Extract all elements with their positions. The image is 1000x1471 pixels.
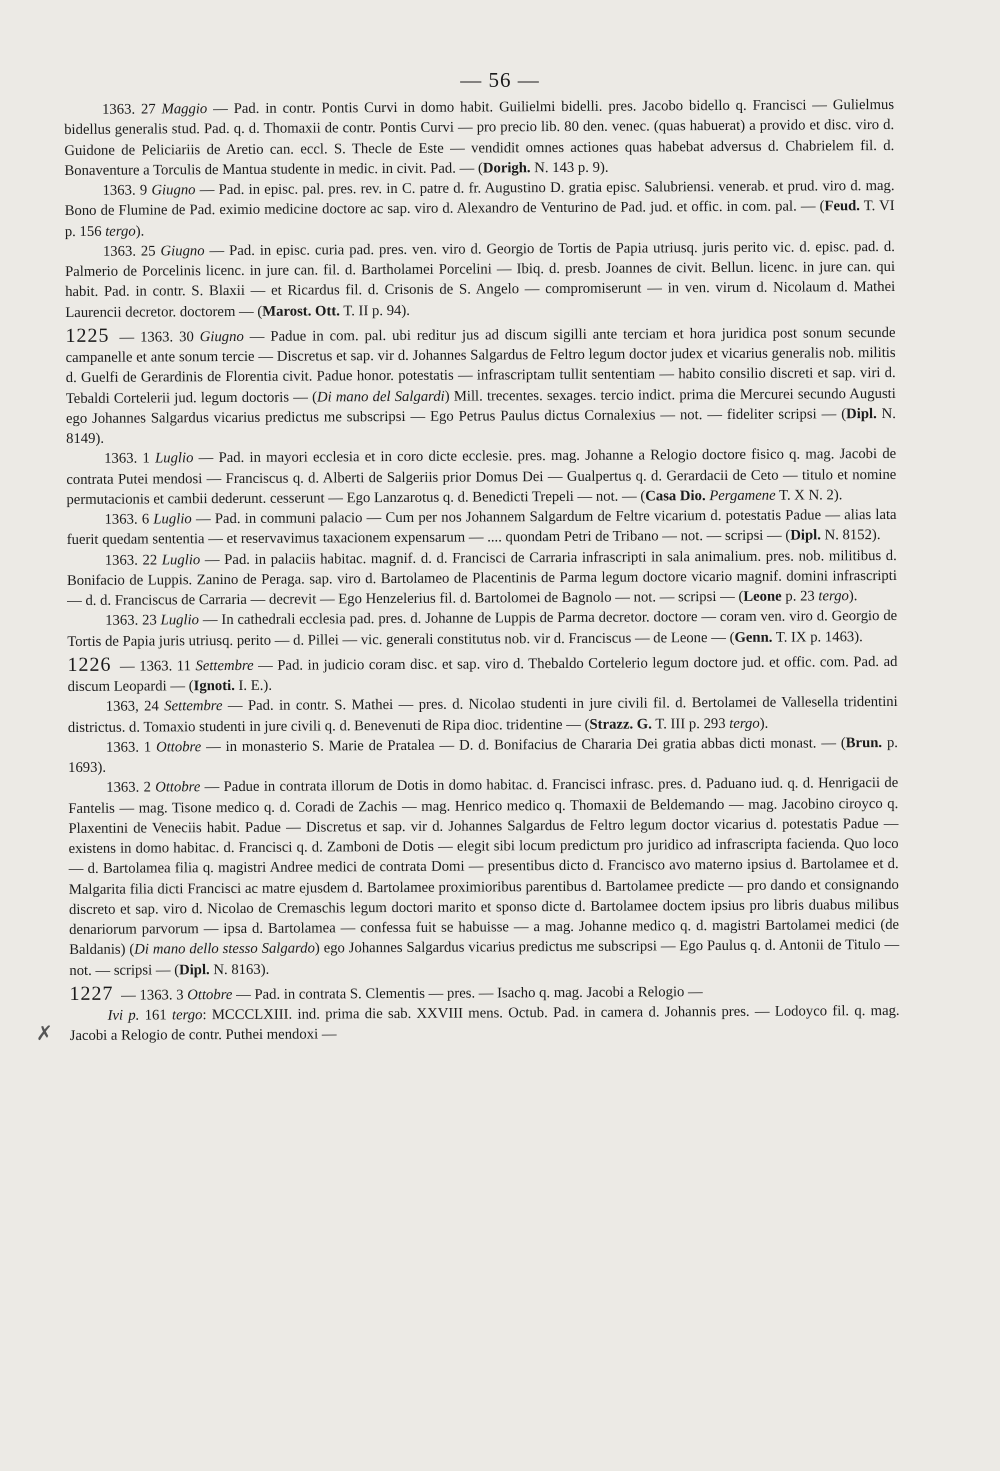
italic-text: Di mano del Salgardi	[316, 388, 445, 405]
citation-source: Dorigh.	[482, 159, 531, 177]
text-run: 1363. 9	[102, 182, 152, 199]
text-run: : MCCCLXIII. ind. prima die sab. XXVIII mens. Octub. Pad. in camera d. Johannis pres. — Lodoyco fil. q. mag. Jacobi a Relogio de contr. Puthei mendoxi —	[69, 1002, 900, 1045]
text-run: 1363. 27	[102, 101, 162, 118]
text-run: 1363. 22	[104, 551, 162, 569]
citation-source: Marost. Ott.	[262, 302, 340, 320]
document-number: 1227	[69, 982, 114, 1005]
paragraph	[66, 444, 896, 510]
italic-text: Ottobre	[155, 779, 201, 796]
text-run: 1363. 6	[104, 511, 154, 528]
text-run: I. E.).	[234, 677, 273, 694]
document-entry	[65, 321, 896, 450]
page-number: — 56 —	[460, 68, 540, 92]
text-run: ).	[135, 223, 145, 240]
citation-source: Dipl.	[179, 961, 210, 978]
text-run: — Pad. in contrata S. Clementis — pres. — Isacho q. mag. Jacobi a Relogio —	[232, 983, 703, 1003]
text-run: N. 8163).	[209, 961, 270, 978]
italic-text: Pergamene	[709, 487, 776, 504]
document-body	[64, 95, 900, 1047]
text-run: — Pad. in judicio coram disc. et sap. viro d. Thebaldo Cortelerio legum doctore jud. et offic. com. Pad. ad discum Leopardi — (	[67, 653, 898, 695]
citation-source: Strazz. G.	[589, 715, 652, 733]
text-run: 1363. 1	[105, 739, 157, 756]
text-run: T. VI p. 156	[64, 198, 895, 240]
paragraph	[65, 237, 895, 323]
text-run: N. 8149).	[66, 405, 896, 447]
citation-source: Feud.	[824, 198, 861, 215]
text-run: — Pad. in contr. Pontis Curvi in domo habit. Guilielmi bidelli. pres. Jacobo bidello q. Francisci — Gulielmus bidellus generalis stud. Pad. q. d. Thomaxii de contr. Pontis Curvi — pro precio lib. 80 den. venec. (quas habuerat) a provido et disc. viro d. Guidone de Peliciariis de Aretio can. eccl. S. Thecle de Este — vendidit omnes actiones quas habebat adversus d. Chabrielem fil. d. Bonaventure a Torculis de Mantua studente in medic. in civit. Pad. — (	[64, 96, 895, 179]
paragraph	[70, 1001, 900, 1047]
text-run: — Padue in com. pal. ubi reditur jus ad discum sigilli ante terciam et hora juridica post sonum secunde campanelle et ante sonum tercie — Discretus et sap. vir d. Johannes Salgardus de Feltro legum doctor judex et vicarius generalis nob. militis d. Guelfi de Gerardinis de Florentia civit. Padue honor. potestatis — infrascriptam tullit sententiam — habito consilio discreti et sap. viri d. Tebaldi Cortelerii jud. legum doctoris — (	[65, 324, 896, 407]
italic-text: Settembre	[195, 657, 254, 674]
text-run: ).	[848, 588, 858, 605]
text-run: — 1363. 30	[113, 328, 200, 346]
text-run: N. 143 p. 9).	[530, 159, 609, 176]
text-run: — Pad. in palaciis habitac. magnif. d. d. Francisci de Carraria infrascripti in sala animalium. pres. nob. militibus d. Bonifacio de Luppis. Zanino de Peraga. sap. viro d. Bartolameo de Placentinis de Parma legum doctore vicario magnif. domini infrascripti — d. d. Franciscus de Carraria — decrevit — Ego Henzelerius fil. d. Bartolomei de Bagnolo — not. — scripsi — (	[66, 547, 897, 609]
italic-text: Luglio	[160, 612, 200, 629]
document-number: 1225	[65, 324, 110, 347]
italic-text: Ottobre	[187, 986, 233, 1004]
paragraph	[67, 545, 897, 611]
text-run: 1363. 1	[104, 450, 156, 468]
italic-text: Ottobre	[156, 738, 202, 756]
text-run: — Pad. in mayori ecclesia et in coro dicte ecclesie. pres. mag. Johanne a Relogio doctore fisico q. mag. Jacobi de contrata Putei mendosi — Franciscus q. d. Alberti de Salgeriis prior Domus Dei — Gualpertus q. d. Gerardacii de Ceto — titulo et nomine permutacionis et cambii dederunt. cesserunt — Ego Lanzarotus q. d. Benedicti Trepeli — not. — (	[66, 446, 897, 508]
citation-source: Dipl.	[846, 405, 877, 422]
text-run: ) ego Johannes Salgardus vicarius predictus me subscripsi — Ego Paulus q. d. Antonii de Titulo — not. — scripsi — (	[69, 937, 900, 979]
text-run: — Pad. in communi palacio — Cum per nos Johannem Salgardum de Feltre vicarium d. potestatis Padue — alias lata fuerit quedam sententia — et reservavimus taxacionem expensarum — .... quondam Petri de Tribano — not. — scripsi — (	[66, 506, 897, 549]
citation-source: Ignoti.	[193, 677, 235, 695]
text-run: ) Mill. trecentes. sexages. tercio indict. prima die Mercurei secundo Augusti ego Johannes Salgardus vicarius predictus me subscripsi — Ego Petrus Paulus dictus Cornalexius — not. — fideliter scripsi — (	[65, 385, 896, 427]
text-run: — In cathedrali ecclesia pad. pres. d. Johanne de Luppis de Parma decretor. doctore — coram ven. viro d. Georgio de Tortis de Papia juris utriusq. perito — d. Pillei — vic. generali constitutus nob. vir d. Franciscus — de Leone — (	[67, 608, 898, 650]
text-run: p. 23	[781, 588, 819, 605]
text-run: — in monasterio S. Marie de Pratalea — D. d. Bonifacius de Chararia Dei gratia abbas dicti monast. — (	[201, 734, 846, 755]
text-run: 161	[139, 1007, 173, 1024]
italic-text: Settembre	[164, 698, 223, 715]
document-number: 1226	[67, 653, 112, 676]
text-run: T. X N. 2).	[775, 487, 843, 504]
italic-text: tergo	[105, 223, 136, 240]
paragraph	[64, 95, 894, 181]
text-run: 1363, 24	[105, 698, 165, 716]
text-run: — Pad. in episc. curia pad. pres. ven. viro d. Georgio de Tortis de Papia utriusq. juris perito vic. d. episc. pad. d. Palmerio de Porcelinis licenc. in jure can. fil. d. Bartholamei Porcelini — Ibiq. d. presb. Joannes de civit. Bellun. licenc. in jure can. qui habit. Pad. in contr. S. Blaxii — et Ricardus fil. d. Crisonis de S. Angelo — compromiserunt — in ven. virum d. Nicolaum d. Mathei Laurencii decretor. doctorem — (	[65, 238, 896, 321]
text-run: — Pad. in contr. S. Mathei — pres. d. Nicolao studenti in jure civili fil. d. Bertolamei de Vallesella tridentini districtus. d. Tomaxio studenti in jure civili q. d. Benevenuti de Ripa dioc. tridentine — (	[67, 694, 898, 736]
text-run: 1363. 23	[105, 612, 161, 630]
italic-text: Ivi p.	[107, 1007, 140, 1024]
text-run: — Pad. in episc. pal. pres. rev. in C. patre d. fr. Augustino D. gratia episc. Salubriensi. venerab. et prud. viro d. mag. Bono de Flumine de Pad. eximio medicine doctore ac sap. viro d. Alexandro de Venturino de Pad. jud. et offic. in com. pal. — (	[64, 177, 895, 220]
italic-text: Giugno	[199, 328, 244, 345]
citation-source: Brun.	[845, 734, 883, 751]
paragraph	[68, 692, 898, 738]
margin-annotation: ✗	[36, 1023, 53, 1045]
italic-text: Luglio	[161, 551, 201, 568]
text-run: T. II p. 94).	[339, 302, 410, 319]
italic-text: Giugno	[151, 182, 196, 199]
paragraph	[67, 606, 897, 652]
text-run: ).	[759, 715, 769, 732]
italic-text: Di mano dello stesso Salgardo	[134, 940, 315, 958]
italic-text: Luglio	[155, 450, 194, 467]
citation-source: Dipl.	[790, 527, 821, 544]
italic-text: tergo	[171, 1007, 203, 1024]
italic-text: tergo	[818, 588, 849, 605]
paragraph	[67, 505, 897, 551]
text-run: 1363. 25	[102, 243, 161, 260]
paragraph	[68, 773, 899, 981]
document-entry	[67, 650, 897, 698]
italic-text: Maggio	[161, 101, 208, 118]
italic-text: Giugno	[160, 242, 205, 260]
text-run: T. III p. 293	[651, 715, 730, 732]
paragraph	[68, 733, 898, 779]
text-run: 1363. 2	[106, 779, 156, 797]
citation-source: Casa Dio.	[645, 487, 706, 505]
text-run: N. 8152).	[820, 527, 881, 544]
text-run: — Padue in contrata illorum de Dotis in domo habitac. d. Francisci infrasc. pres. d. Paduano iud. q. d. Henrigacii de Fantelis — mag. Tisone medico q. d. Coradi de Zachis — mag. Henrico medico q. Thomaxii de Beldemando — mag. Jacobino ciroyco q. Plaxentini de Veneciis habit. Padue — Discretus et sap. vir d. Johannes Salgardus de Feltro legum doctor vicarius d. potestatis Padue — existens in domo habitac. d. Francisci q. d. Zamboni de Dotis — elegit sibi locum predictum pro juridico ad infrascripta facienda. Quo loco — d. Bartolamea filia q. magistri Andree medici de contrata Domi — presentibus dicto d. Francisco avo materno ipsius d. Bartolamee et d. Malgarita filia dicti Francisci ac matre ejusdem d. Bartolamee proximioribus parentibus d. Bartolamee predicte — pro dando et consignando discreto et sap. viro d. Nicolao de Cremaschis legum doctori marito et sponso dicte d. Bartolamee doctem ipsius pro libris duabus milibus denariorum parvorum — ipsa d. Bartolamea — confessa fuit se habuisse — a mag. Johanne medico q. d. magistri Bartolamei medici (de Baldanis) (	[68, 775, 900, 959]
text-run: p. 1693).	[68, 734, 898, 776]
text-run: — 1363. 11	[115, 657, 196, 675]
citation-source: Leone	[743, 588, 782, 605]
text-run: T. IX p. 1463).	[772, 628, 863, 646]
paragraph	[64, 176, 894, 242]
citation-source: Genn.	[734, 629, 773, 646]
italic-text: Luglio	[153, 511, 192, 528]
italic-text: tergo	[729, 715, 760, 732]
text-run: — 1363. 3	[117, 987, 188, 1004]
